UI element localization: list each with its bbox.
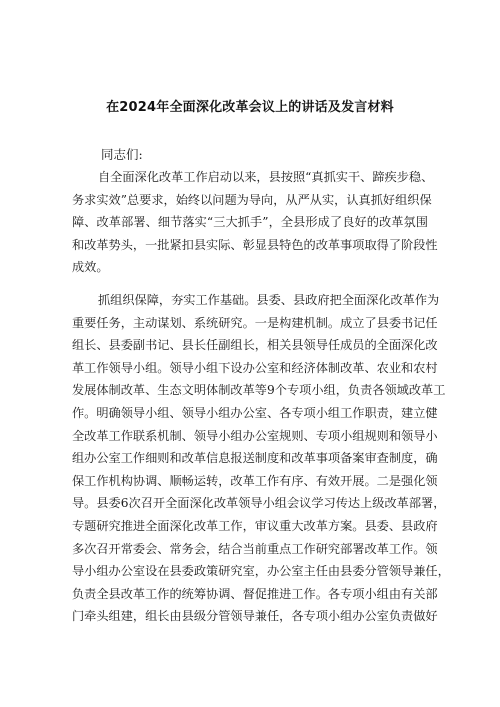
paragraph-1: [72, 166, 438, 279]
paragraph-line: 负责全县改革工作的统筹协调、督促推进工作。各专项小组由有关部: [72, 586, 438, 601]
paragraph-line: 务求实效”总要求，始终以问题为导向，从严从实，认真抓好组织保: [72, 192, 432, 207]
paragraph-2: [72, 289, 450, 628]
paragraph-line: 组长、县委副书记、县长任副组长，相关县领导任成员的全面深化改: [72, 338, 438, 353]
paragraph-gap: [72, 279, 428, 289]
paragraph-line: 抓组织保障，夯实工作基础。县委、县政府把全面深化改革作为: [98, 292, 440, 307]
paragraph-line: 门牵头组建，组长由县级分管领导兼任，各专项小组办公室负责做好: [72, 609, 438, 624]
document-title: 在2024年全面深化改革会议上的讲话及发言材料: [106, 100, 394, 115]
paragraph-line: 障、改革部署、细节落实“三大抓手”，全县形成了良好的改革氛围: [72, 215, 428, 230]
paragraph-line: 多次召开常委会、常务会，结合当前重点工作研究部署改革工作。领: [72, 541, 438, 556]
salutation: 同志们:: [101, 147, 143, 162]
paragraph-line: 全改革工作联系机制、领导小组办公室规则、专项小组规则和领导小: [72, 428, 438, 443]
paragraph-line: 组办公室工作细则和改革信息报送制度和改革事项备案审查制度，确: [72, 451, 438, 466]
paragraph-line: 导。县委6次召开全面深化改革领导小组会议学习传达上级改革部署，: [72, 496, 446, 511]
paragraph-line: 成效。: [72, 260, 109, 275]
paragraph-line: 发展体制改革、生态文明体制改革等9个专项小组，负责各领域改革工: [72, 383, 446, 398]
document-body: [72, 166, 450, 628]
paragraph-line: 作。明确领导小组、领导小组办公室、各专项小组工作职责，建立健: [72, 405, 438, 420]
paragraph-line: 自全面深化改革工作启动以来，县按照“真抓实干、蹄疾步稳、: [98, 170, 434, 184]
paragraph-line: 专题研究推进全面深化改革工作，审议重大改革方案。县委、县政府: [72, 518, 438, 533]
paragraph-line: 保工作机构协调、顺畅运转，改革工作有序、有效开展。二是强化领: [72, 473, 438, 488]
paragraph-line: 和改革势头，一批紧扣县实际、彰显县特色的改革事项取得了阶段性: [72, 237, 438, 252]
paragraph-line: 革工作领导小组。领导小组下设办公室和经济体制改革、农业和农村: [72, 360, 438, 375]
paragraph-line: 重要任务，主动谋划、系统研究。一是构建机制。成立了县委书记任: [72, 315, 438, 330]
paragraph-line: 导小组办公室设在县委政策研究室，办公室主任由县委分管领导兼任，: [72, 564, 450, 579]
